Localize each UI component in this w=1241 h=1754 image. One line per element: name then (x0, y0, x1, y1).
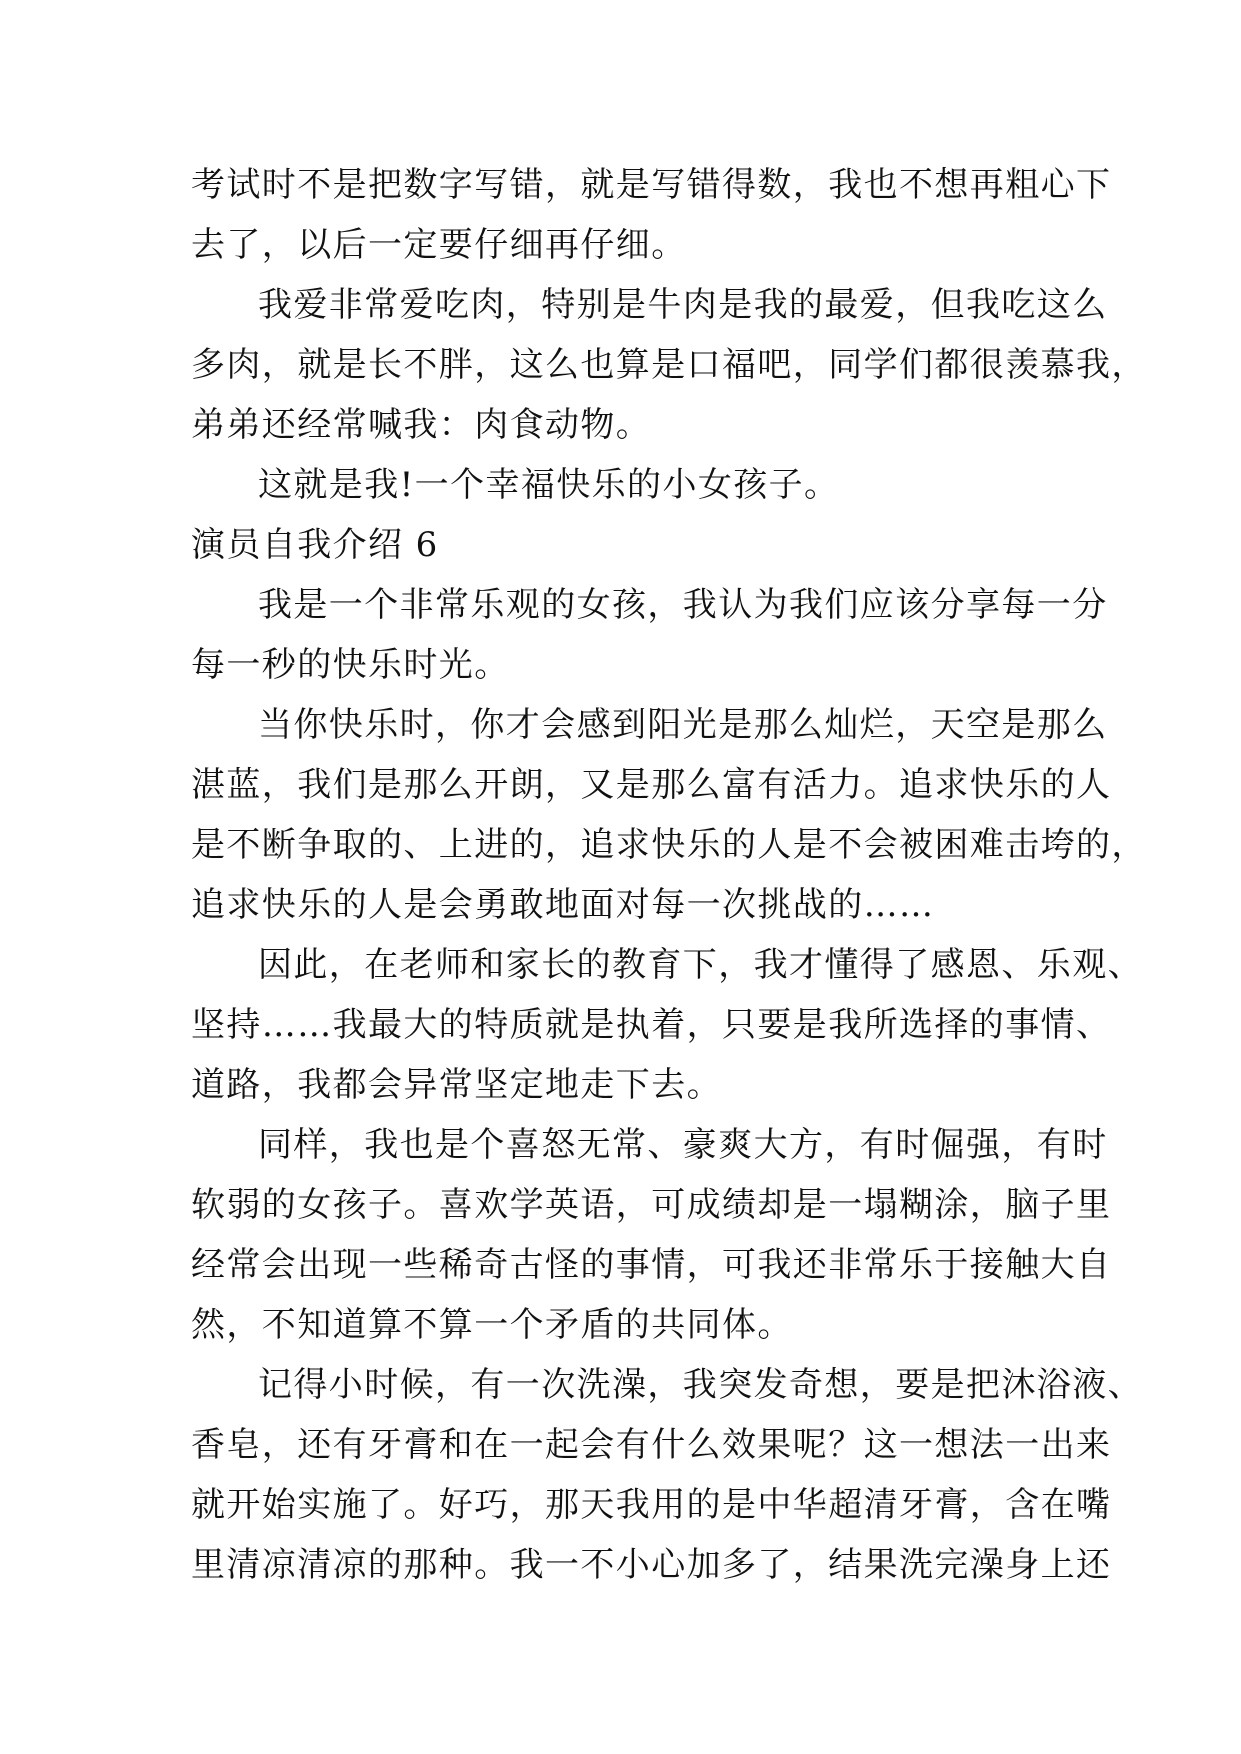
text-line: 里清凉清凉的那种。我一不小心加多了，结果洗完澡身上还 (191, 1545, 1112, 1585)
paragraph-start-line: 我爱非常爱吃肉，特别是牛肉是我的最爱，但我吃这么 (258, 285, 1108, 325)
text-line: 湛蓝，我们是那么开朗，又是那么富有活力。追求快乐的人 (191, 765, 1112, 805)
text-line: 是不断争取的、上进的，追求快乐的人是不会被困难击垮的， (191, 825, 1147, 865)
text-line: 追求快乐的人是会勇敢地面对每一次挑战的…… (191, 885, 935, 925)
text-line: 经常会出现一些稀奇古怪的事情，可我还非常乐于接触大自 (191, 1245, 1112, 1285)
paragraph-start-line: 这就是我!一个幸福快乐的小女孩子。 (258, 465, 840, 505)
text-line: 道路，我都会异常坚定地走下去。 (191, 1065, 722, 1105)
text-line: 每一秒的快乐时光。 (191, 645, 510, 685)
text-line: 软弱的女孩子。喜欢学英语，可成绩却是一塌糊涂，脑子里 (191, 1185, 1112, 1225)
text-line: 坚持……我最大的特质就是执着，只要是我所选择的事情、 (191, 1005, 1112, 1045)
paragraph-start-line: 同样，我也是个喜怒无常、豪爽大方，有时倔强，有时 (258, 1125, 1108, 1165)
text-line: 就开始实施了。好巧，那天我用的是中华超清牙膏，含在嘴 (191, 1485, 1112, 1525)
text-line: 然，不知道算不算一个矛盾的共同体。 (191, 1305, 793, 1345)
paragraph-start-line: 我是一个非常乐观的女孩，我认为我们应该分享每一分 (258, 585, 1108, 625)
text-line: 香皂，还有牙膏和在一起会有什么效果呢？这一想法一出来 (191, 1425, 1112, 1465)
text-line: 弟弟还经常喊我：肉食动物。 (191, 405, 652, 445)
text-line: 考试时不是把数字写错，就是写错得数，我也不想再粗心下 (191, 165, 1112, 205)
text-line: 多肉，就是长不胖，这么也算是口福吧，同学们都很羡慕我， (191, 345, 1147, 385)
text-line: 去了，以后一定要仔细再仔细。 (191, 225, 687, 265)
paragraph-start-line: 因此，在老师和家长的教育下，我才懂得了感恩、乐观、 (258, 945, 1143, 985)
paragraph-start-line: 记得小时候，有一次洗澡，我突发奇想，要是把沐浴液、 (258, 1365, 1143, 1405)
section-heading: 演员自我介绍 6 (191, 525, 439, 565)
paragraph-start-line: 当你快乐时，你才会感到阳光是那么灿烂，天空是那么 (258, 705, 1108, 745)
